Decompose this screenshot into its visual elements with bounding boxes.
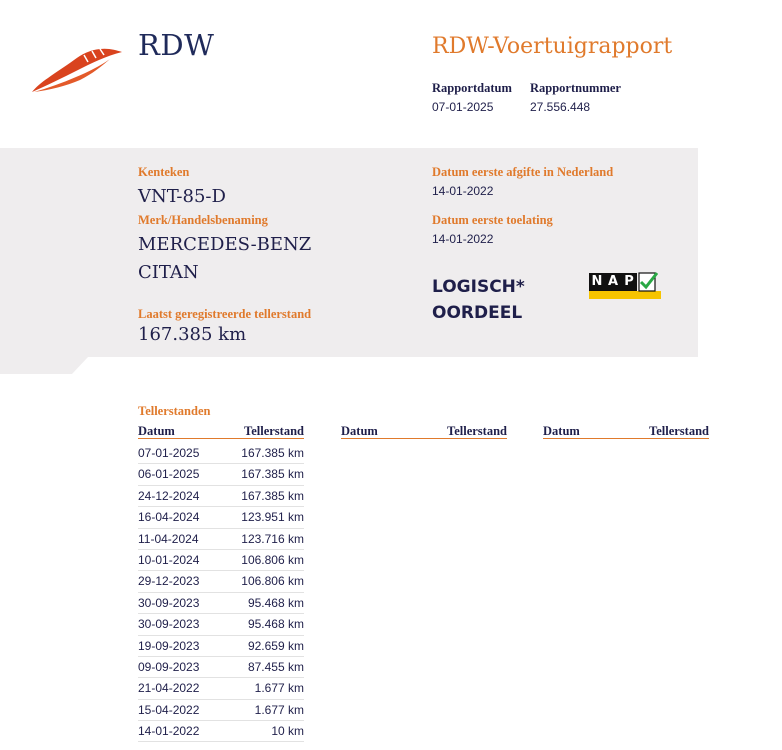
model-value: CITAN xyxy=(138,262,199,283)
col-km-header: Tellerstand xyxy=(447,424,507,438)
reading-date: 11-04-2024 xyxy=(138,531,199,546)
report-date-label: Rapportdatum xyxy=(432,81,512,95)
reading-date: 30-09-2023 xyxy=(138,617,200,632)
reading-km: 92.659 km xyxy=(247,638,304,653)
table-row xyxy=(138,571,304,592)
readings-header-col-1 xyxy=(138,424,304,439)
report-date: 07-01-2025 xyxy=(432,100,494,114)
table-row xyxy=(138,464,304,485)
table-row xyxy=(138,593,304,614)
first-admission-value: 14-01-2022 xyxy=(432,232,494,246)
odometer-value: 167.385 km xyxy=(138,324,247,345)
make-label: Merk/Handelsbenaming xyxy=(138,213,268,227)
reading-date: 24-12-2024 xyxy=(138,488,200,503)
reading-date: 19-09-2023 xyxy=(138,638,200,653)
col-km-header: Tellerstand xyxy=(244,424,304,438)
panel-background xyxy=(0,148,698,374)
brand-name: RDW xyxy=(138,28,215,62)
reading-km: 106.806 km xyxy=(241,574,304,589)
table-row xyxy=(138,529,304,550)
reading-date: 16-04-2024 xyxy=(138,510,200,525)
first-nl-value: 14-01-2022 xyxy=(432,184,494,198)
nap-letter-n: N xyxy=(589,273,605,291)
reading-km: 1.677 km xyxy=(254,702,304,717)
first-admission-label: Datum eerste toelating xyxy=(432,213,553,227)
nap-letter-p: P xyxy=(621,273,637,291)
reading-km: 106.806 km xyxy=(241,552,304,567)
odometer-label: Laatst geregistreerde tellerstand xyxy=(138,307,312,321)
readings-table xyxy=(138,443,304,742)
reading-date: 10-01-2024 xyxy=(138,552,200,567)
table-row xyxy=(138,721,304,742)
plate-value: VNT-85-D xyxy=(138,186,226,207)
reading-km: 95.468 km xyxy=(247,617,304,632)
nap-letter-a: A xyxy=(605,273,621,291)
col-km-header: Tellerstand xyxy=(649,424,709,438)
table-row xyxy=(138,700,304,721)
table-row xyxy=(138,636,304,657)
reading-km: 167.385 km xyxy=(241,467,304,482)
readings-header-col-2 xyxy=(341,424,507,439)
make-value: MERCEDES-BENZ xyxy=(138,234,312,255)
verdict-line-1: LOGISCH* xyxy=(432,277,525,297)
col-date-header: Datum xyxy=(543,424,580,438)
reading-date: 09-09-2023 xyxy=(138,659,200,674)
verdict-line-2: OORDEEL xyxy=(432,303,523,323)
readings-section-title: Tellerstanden xyxy=(138,404,211,418)
table-row xyxy=(138,507,304,528)
col-date-header: Datum xyxy=(138,424,175,438)
rdw-feather-logo xyxy=(30,46,126,96)
table-row xyxy=(138,550,304,571)
vehicle-summary-panel xyxy=(0,148,698,374)
first-nl-label: Datum eerste afgifte in Nederland xyxy=(432,165,614,179)
reading-date: 06-01-2025 xyxy=(138,467,200,482)
reading-km: 167.385 km xyxy=(241,446,304,460)
reading-date: 29-12-2023 xyxy=(138,574,200,589)
reading-date: 30-09-2023 xyxy=(138,595,200,610)
reading-km: 87.455 km xyxy=(247,659,304,674)
table-row xyxy=(138,443,304,464)
report-number-label: Rapportnummer xyxy=(530,81,621,95)
reading-km: 95.468 km xyxy=(247,595,304,610)
report-title: RDW-Voertuigrapport xyxy=(432,34,673,59)
reading-date: 07-01-2025 xyxy=(138,446,200,460)
report-number: 27.556.448 xyxy=(530,100,591,114)
reading-km: 1.677 km xyxy=(254,681,304,696)
plate-label: Kenteken xyxy=(138,165,190,179)
reading-km: 123.951 km xyxy=(241,510,304,525)
reading-date: 14-01-2022 xyxy=(138,724,200,739)
readings-header-col-3 xyxy=(543,424,709,439)
checkmark-icon xyxy=(638,271,658,293)
col-date-header: Datum xyxy=(341,424,378,438)
reading-date: 21-04-2022 xyxy=(138,681,200,696)
nap-check-icon xyxy=(589,271,661,299)
table-row xyxy=(138,486,304,507)
reading-km: 10 km xyxy=(271,724,304,739)
table-row xyxy=(138,614,304,635)
reading-km: 167.385 km xyxy=(241,488,304,503)
reading-date: 15-04-2022 xyxy=(138,702,200,717)
reading-km: 123.716 km xyxy=(241,531,304,546)
table-row xyxy=(138,657,304,678)
table-row xyxy=(138,678,304,699)
